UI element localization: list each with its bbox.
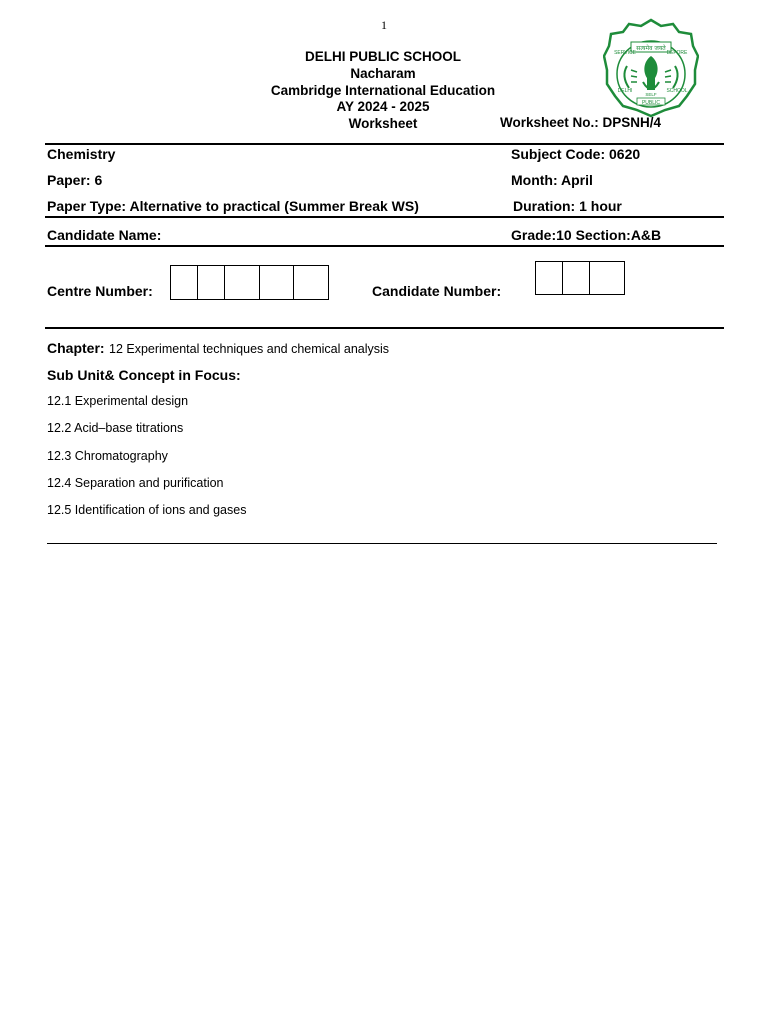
candidate-number-boxes[interactable]: [535, 261, 625, 295]
candidate-number-box[interactable]: [563, 262, 590, 294]
paper-type-label: Paper Type: Alternative to practical (Summer Break WS): [47, 198, 419, 214]
sub-unit-item: 12.1 Experimental design: [47, 394, 189, 408]
centre-number-box[interactable]: [171, 266, 198, 299]
subject-code: Subject Code: 0620: [511, 146, 641, 162]
worksheet-number: Worksheet No.: DPSNH/4: [500, 115, 662, 130]
sub-unit-item: 12.3 Chromatography: [47, 449, 168, 463]
candidate-number-box[interactable]: [536, 262, 563, 294]
candidate-name-label: Candidate Name:: [47, 227, 162, 243]
page-number: 1: [381, 18, 387, 32]
logo-motto-text: सत्यमेव जयते: [636, 45, 666, 52]
school-crest-icon: [603, 18, 699, 118]
info-divider: [45, 216, 724, 218]
header-divider: [45, 143, 724, 145]
month-label: Month: April: [511, 172, 593, 188]
document-type: Worksheet: [348, 116, 418, 131]
chapter-line: [47, 340, 389, 358]
grade-section-label: Grade:10 Section:A&B: [511, 227, 662, 243]
school-name: DELHI PUBLIC SCHOOL: [304, 49, 461, 64]
branch-name: Nacharam: [350, 66, 416, 81]
centre-number-box[interactable]: [294, 266, 328, 299]
logo-text-before: BEFORE: [666, 50, 688, 56]
chapter-label: Chapter:: [47, 340, 105, 356]
centre-number-label: Centre Number:: [47, 283, 153, 299]
logo-text-school: SCHOOL: [666, 88, 688, 94]
numbers-divider: [45, 327, 724, 329]
candidate-number-label: Candidate Number:: [372, 283, 502, 299]
centre-number-boxes[interactable]: [170, 265, 329, 300]
academic-year: AY 2024 - 2025: [336, 99, 430, 114]
sub-unit-heading: Sub Unit& Concept in Focus:: [47, 367, 241, 383]
centre-number-box[interactable]: [260, 266, 294, 299]
candidate-number-box[interactable]: [590, 262, 624, 294]
logo-text-service: SERVICE: [614, 50, 636, 56]
school-logo: [603, 18, 699, 118]
candidate-divider: [45, 245, 724, 247]
duration-label: Duration: 1 hour: [513, 198, 622, 214]
centre-number-box[interactable]: [225, 266, 260, 299]
logo-text-self: SELF: [645, 92, 657, 97]
program-name: Cambridge International Education: [270, 83, 496, 98]
paper-label: Paper: 6: [47, 172, 103, 188]
logo-text-public: PUBLIC: [641, 100, 661, 106]
section-underline: [47, 543, 717, 544]
sub-unit-item: 12.2 Acid–base titrations: [47, 421, 184, 435]
logo-text-delhi: DELHI: [617, 88, 633, 94]
chapter-title: 12 Experimental techniques and chemical analysis: [109, 342, 390, 356]
sub-unit-item: 12.5 Identification of ions and gases: [47, 503, 247, 517]
centre-number-box[interactable]: [198, 266, 225, 299]
sub-unit-item: 12.4 Separation and purification: [47, 476, 224, 490]
subject-label: Chemistry: [47, 146, 116, 162]
